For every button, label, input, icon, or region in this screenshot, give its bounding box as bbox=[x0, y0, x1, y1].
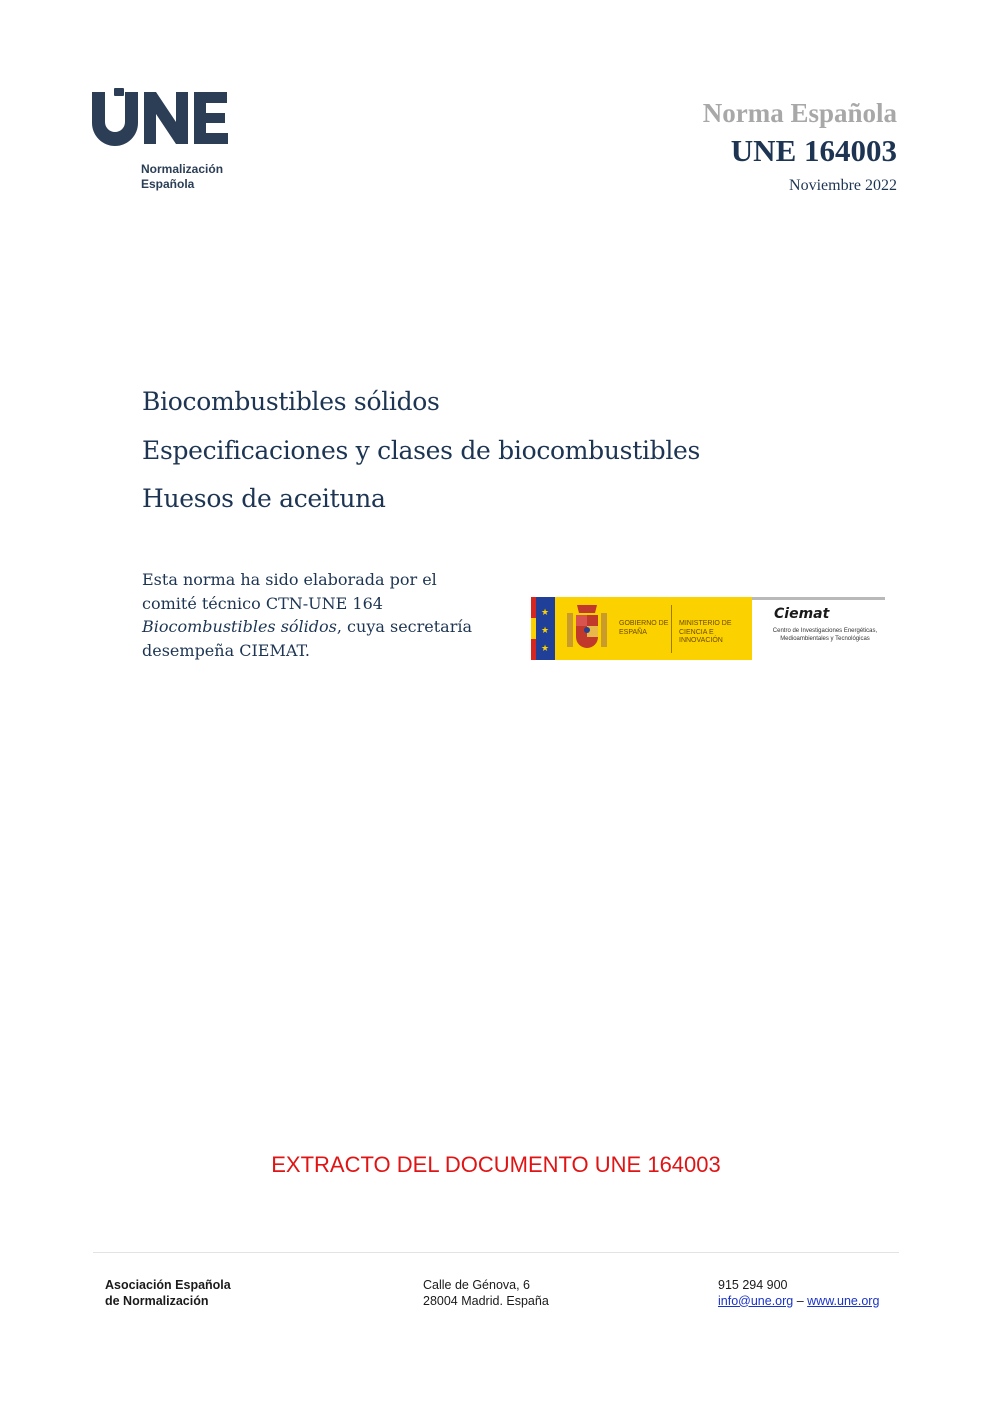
svg-text:★: ★ bbox=[540, 644, 550, 654]
committee-paragraph bbox=[142, 568, 502, 662]
footer-email-link[interactable]: info@une.org bbox=[718, 1293, 794, 1308]
gov-text: GOBIERNO DE ESPAÑA bbox=[619, 620, 669, 636]
une-logo-mark bbox=[92, 88, 232, 148]
title-line-2: Especificaciones y clases de biocombustibles bbox=[142, 436, 701, 465]
footer-phone: 915 294 900 bbox=[718, 1278, 788, 1292]
footer-address-line-1: Calle de Génova, 6 bbox=[423, 1278, 531, 1292]
footer-divider bbox=[93, 1252, 899, 1253]
title-line-1: Biocombustibles sólidos bbox=[142, 387, 440, 416]
committee-name: Biocombustibles sólidos bbox=[142, 617, 337, 636]
logo-subtitle-line1: Normalización bbox=[141, 162, 224, 176]
gov-divider bbox=[671, 605, 672, 653]
ciemat-logo bbox=[752, 597, 885, 660]
committee-line-3 bbox=[142, 615, 502, 639]
norma-label: Norma Española bbox=[702, 98, 897, 128]
coat-of-arms-icon bbox=[563, 603, 611, 655]
footer-org-line-2: de Normalización bbox=[105, 1293, 209, 1308]
svg-text:★: ★ bbox=[540, 608, 550, 618]
title-line-3: Huesos de aceituna bbox=[142, 484, 386, 513]
footer-org-line-1: Asociación Española bbox=[105, 1278, 231, 1292]
committee-line-2: comité técnico CTN-UNE 164 bbox=[142, 593, 383, 613]
norma-date: Noviembre 2022 bbox=[789, 177, 897, 194]
footer-address bbox=[423, 1278, 549, 1309]
footer-link-separator: – bbox=[793, 1293, 808, 1308]
ministry-logo bbox=[531, 597, 752, 660]
footer-org bbox=[105, 1278, 231, 1309]
extract-notice: EXTRACTO DEL DOCUMENTO UNE 164003 bbox=[271, 1152, 721, 1177]
ciemat-description: Centro de Investigaciones Energéticas, Medioambientales y Tecnológicas bbox=[772, 628, 878, 642]
norma-code: UNE 164003 bbox=[730, 133, 897, 168]
footer-contact bbox=[718, 1278, 879, 1309]
footer-links bbox=[718, 1294, 879, 1310]
ciemat-name: Ciemat bbox=[774, 606, 830, 622]
footer-website-link[interactable]: www.une.org bbox=[807, 1293, 880, 1308]
committee-line-3-rest: , cuya secretaría bbox=[336, 617, 473, 636]
ministry-text: MINISTERIO DE CIENCIA E INNOVACIÓN bbox=[679, 620, 732, 644]
ciemat-top-rule bbox=[752, 597, 885, 600]
eu-flag-strip bbox=[531, 597, 555, 660]
svg-text:★: ★ bbox=[540, 626, 550, 636]
footer-address-line-2: 28004 Madrid. España bbox=[423, 1293, 549, 1308]
committee-line-4: desempeña CIEMAT. bbox=[142, 640, 310, 660]
logo-subtitle-line2: Española bbox=[141, 177, 195, 191]
committee-line-1: Esta norma ha sido elaborada por el bbox=[142, 570, 437, 589]
